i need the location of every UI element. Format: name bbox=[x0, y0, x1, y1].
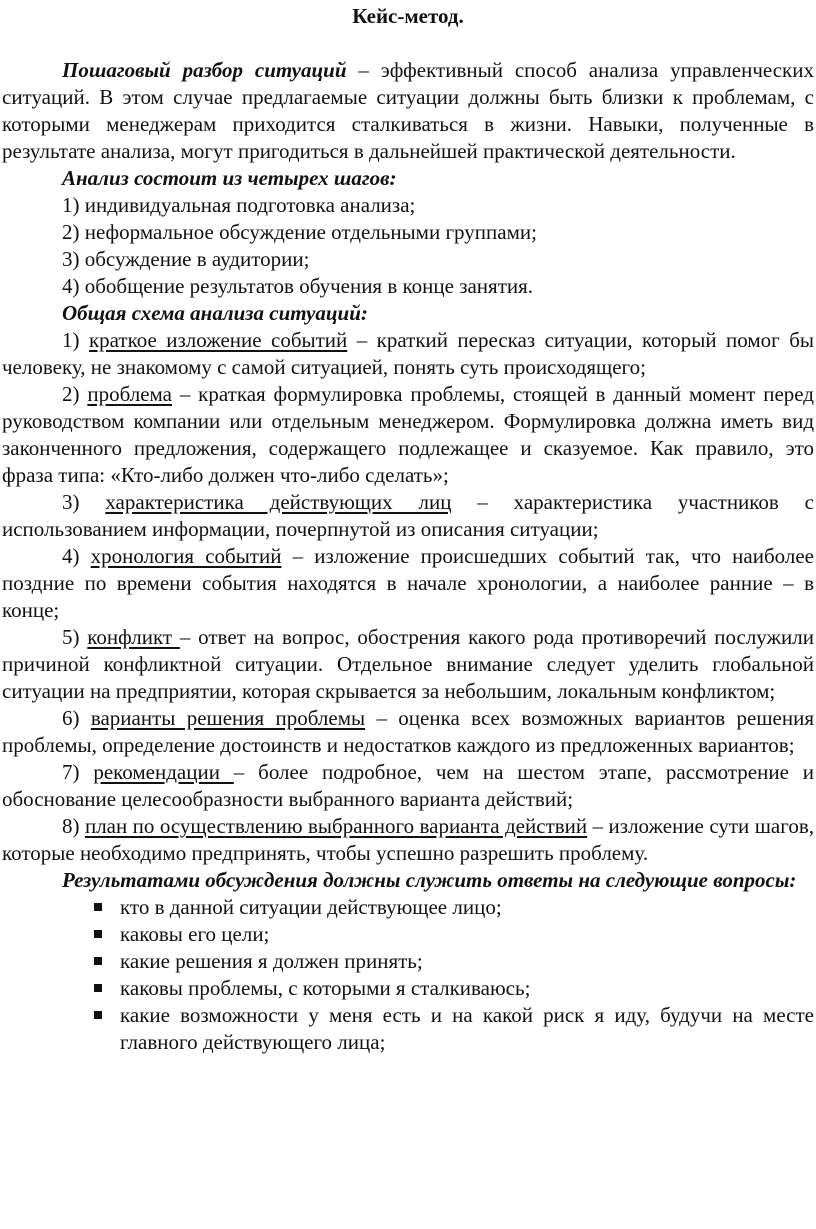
scheme-item bbox=[2, 759, 814, 813]
scheme-item bbox=[2, 705, 814, 759]
results-bullet-list bbox=[2, 894, 814, 1056]
scheme-item-number: 8) bbox=[62, 814, 85, 838]
scheme-item bbox=[2, 813, 814, 867]
steps-heading: Анализ состоит из четырех шагов: bbox=[62, 166, 397, 190]
bullet-item: каковы его цели; bbox=[120, 921, 814, 948]
scheme-item-term: проблема bbox=[87, 382, 172, 406]
scheme-item-number: 5) bbox=[62, 625, 88, 649]
step-item: 1) индивидуальная подготовка анализа; bbox=[62, 193, 416, 217]
bullet-item: какие решения я должен принять; bbox=[120, 948, 814, 975]
scheme-item-number: 7) bbox=[62, 760, 94, 784]
scheme-item-term: варианты решения проблемы bbox=[90, 706, 366, 730]
scheme-item-number: 2) bbox=[62, 382, 88, 406]
scheme-item-term: конфликт bbox=[87, 625, 180, 649]
scheme-item-text: – краткий пересказ ситуации, который помог бы человеку, не знакомому с самой ситуацией, понять суть происходящего; bbox=[2, 328, 815, 379]
intro-term: Пошаговый разбор ситуаций bbox=[62, 58, 347, 82]
scheme-heading: Общая схема анализа ситуаций: bbox=[62, 301, 368, 325]
scheme-item-text: – оценка всех возможных вариантов решения проблемы, определение достоинств и недостатков каждого из предложенных вариантов; bbox=[2, 706, 814, 757]
scheme-item-number: 3) bbox=[62, 490, 106, 514]
intro-paragraph bbox=[2, 57, 814, 165]
scheme-item-text: – изложение сути шагов, которые необходимо предпринять, чтобы успешно разрешить проблему. bbox=[2, 814, 814, 865]
scheme-item-text: – изложение происшедших событий так, что наиболее поздние по времени события находятся в начале хронологии, а наиболее ранние – в конце; bbox=[2, 544, 814, 622]
scheme-item-term: план по осуществлению выбранного варианта действий bbox=[84, 814, 588, 838]
bullet-item: кто в данной ситуации действующее лицо; bbox=[120, 894, 814, 921]
scheme-item-text: – краткая формулировка проблемы, стоящей в данный момент перед руководством компании или отдельным менеджером. Формулировка должна иметь вид законченного предложения, содержащего подлежащее и сказуемое. Как правило, это фраза типа: «Кто-либо должен что-либо сделать»; bbox=[2, 382, 814, 487]
bullet-item: каковы проблемы, с которыми я сталкиваюсь; bbox=[120, 975, 814, 1002]
scheme-item bbox=[2, 543, 814, 624]
intro-text: – эффективный способ анализа управленческих ситуаций. В этом случае предлагаемые ситуации должны быть близки к проблемам, с которыми менеджерам приходится сталкиваться в жизни. Навыки, полученные в результате анализа, могут пригодиться в дальнейшей практической деятельности. bbox=[2, 58, 814, 163]
scheme-item-text: – ответ на вопрос, обострения какого рода противоречий послужили причиной конфликтной ситуации. Отдельное внимание следует уделить глобальной ситуации на предприятии, которая скрывается за небольшим, локальным конфликтом; bbox=[2, 625, 814, 703]
scheme-item bbox=[2, 381, 814, 489]
document-title: Кейс-метод. bbox=[352, 4, 464, 28]
scheme-item bbox=[2, 624, 814, 705]
scheme-item-text: – более подробное, чем на шестом этапе, рассмотрение и обоснование целесообразности выбранного варианта действий; bbox=[2, 760, 814, 811]
step-item: 3) обсуждение в аудитории; bbox=[62, 247, 310, 271]
scheme-item-number: 1) bbox=[62, 328, 89, 352]
scheme-item-text: – характеристика участников с использованием информации, почерпнутой из описания ситуации; bbox=[2, 490, 814, 541]
results-heading: Результатами обсуждения должны служить ответы на следующие вопросы: bbox=[62, 868, 797, 892]
scheme-item-term: характеристика действующих лиц bbox=[105, 490, 452, 514]
scheme-item-term: хронология событий bbox=[90, 544, 282, 568]
scheme-item-term: рекомендации bbox=[93, 760, 234, 784]
scheme-item-number: 6) bbox=[62, 706, 91, 730]
step-item: 4) обобщение результатов обучения в конце занятия. bbox=[62, 274, 534, 298]
bullet-item: какие возможности у меня есть и на какой риск я иду, будучи на месте главного действующего лица; bbox=[120, 1003, 814, 1054]
scheme-item bbox=[2, 327, 814, 381]
scheme-item bbox=[2, 489, 814, 543]
scheme-item-number: 4) bbox=[62, 544, 91, 568]
scheme-item-term: краткое изложение событий bbox=[88, 328, 348, 352]
step-item: 2) неформальное обсуждение отдельными группами; bbox=[62, 220, 537, 244]
